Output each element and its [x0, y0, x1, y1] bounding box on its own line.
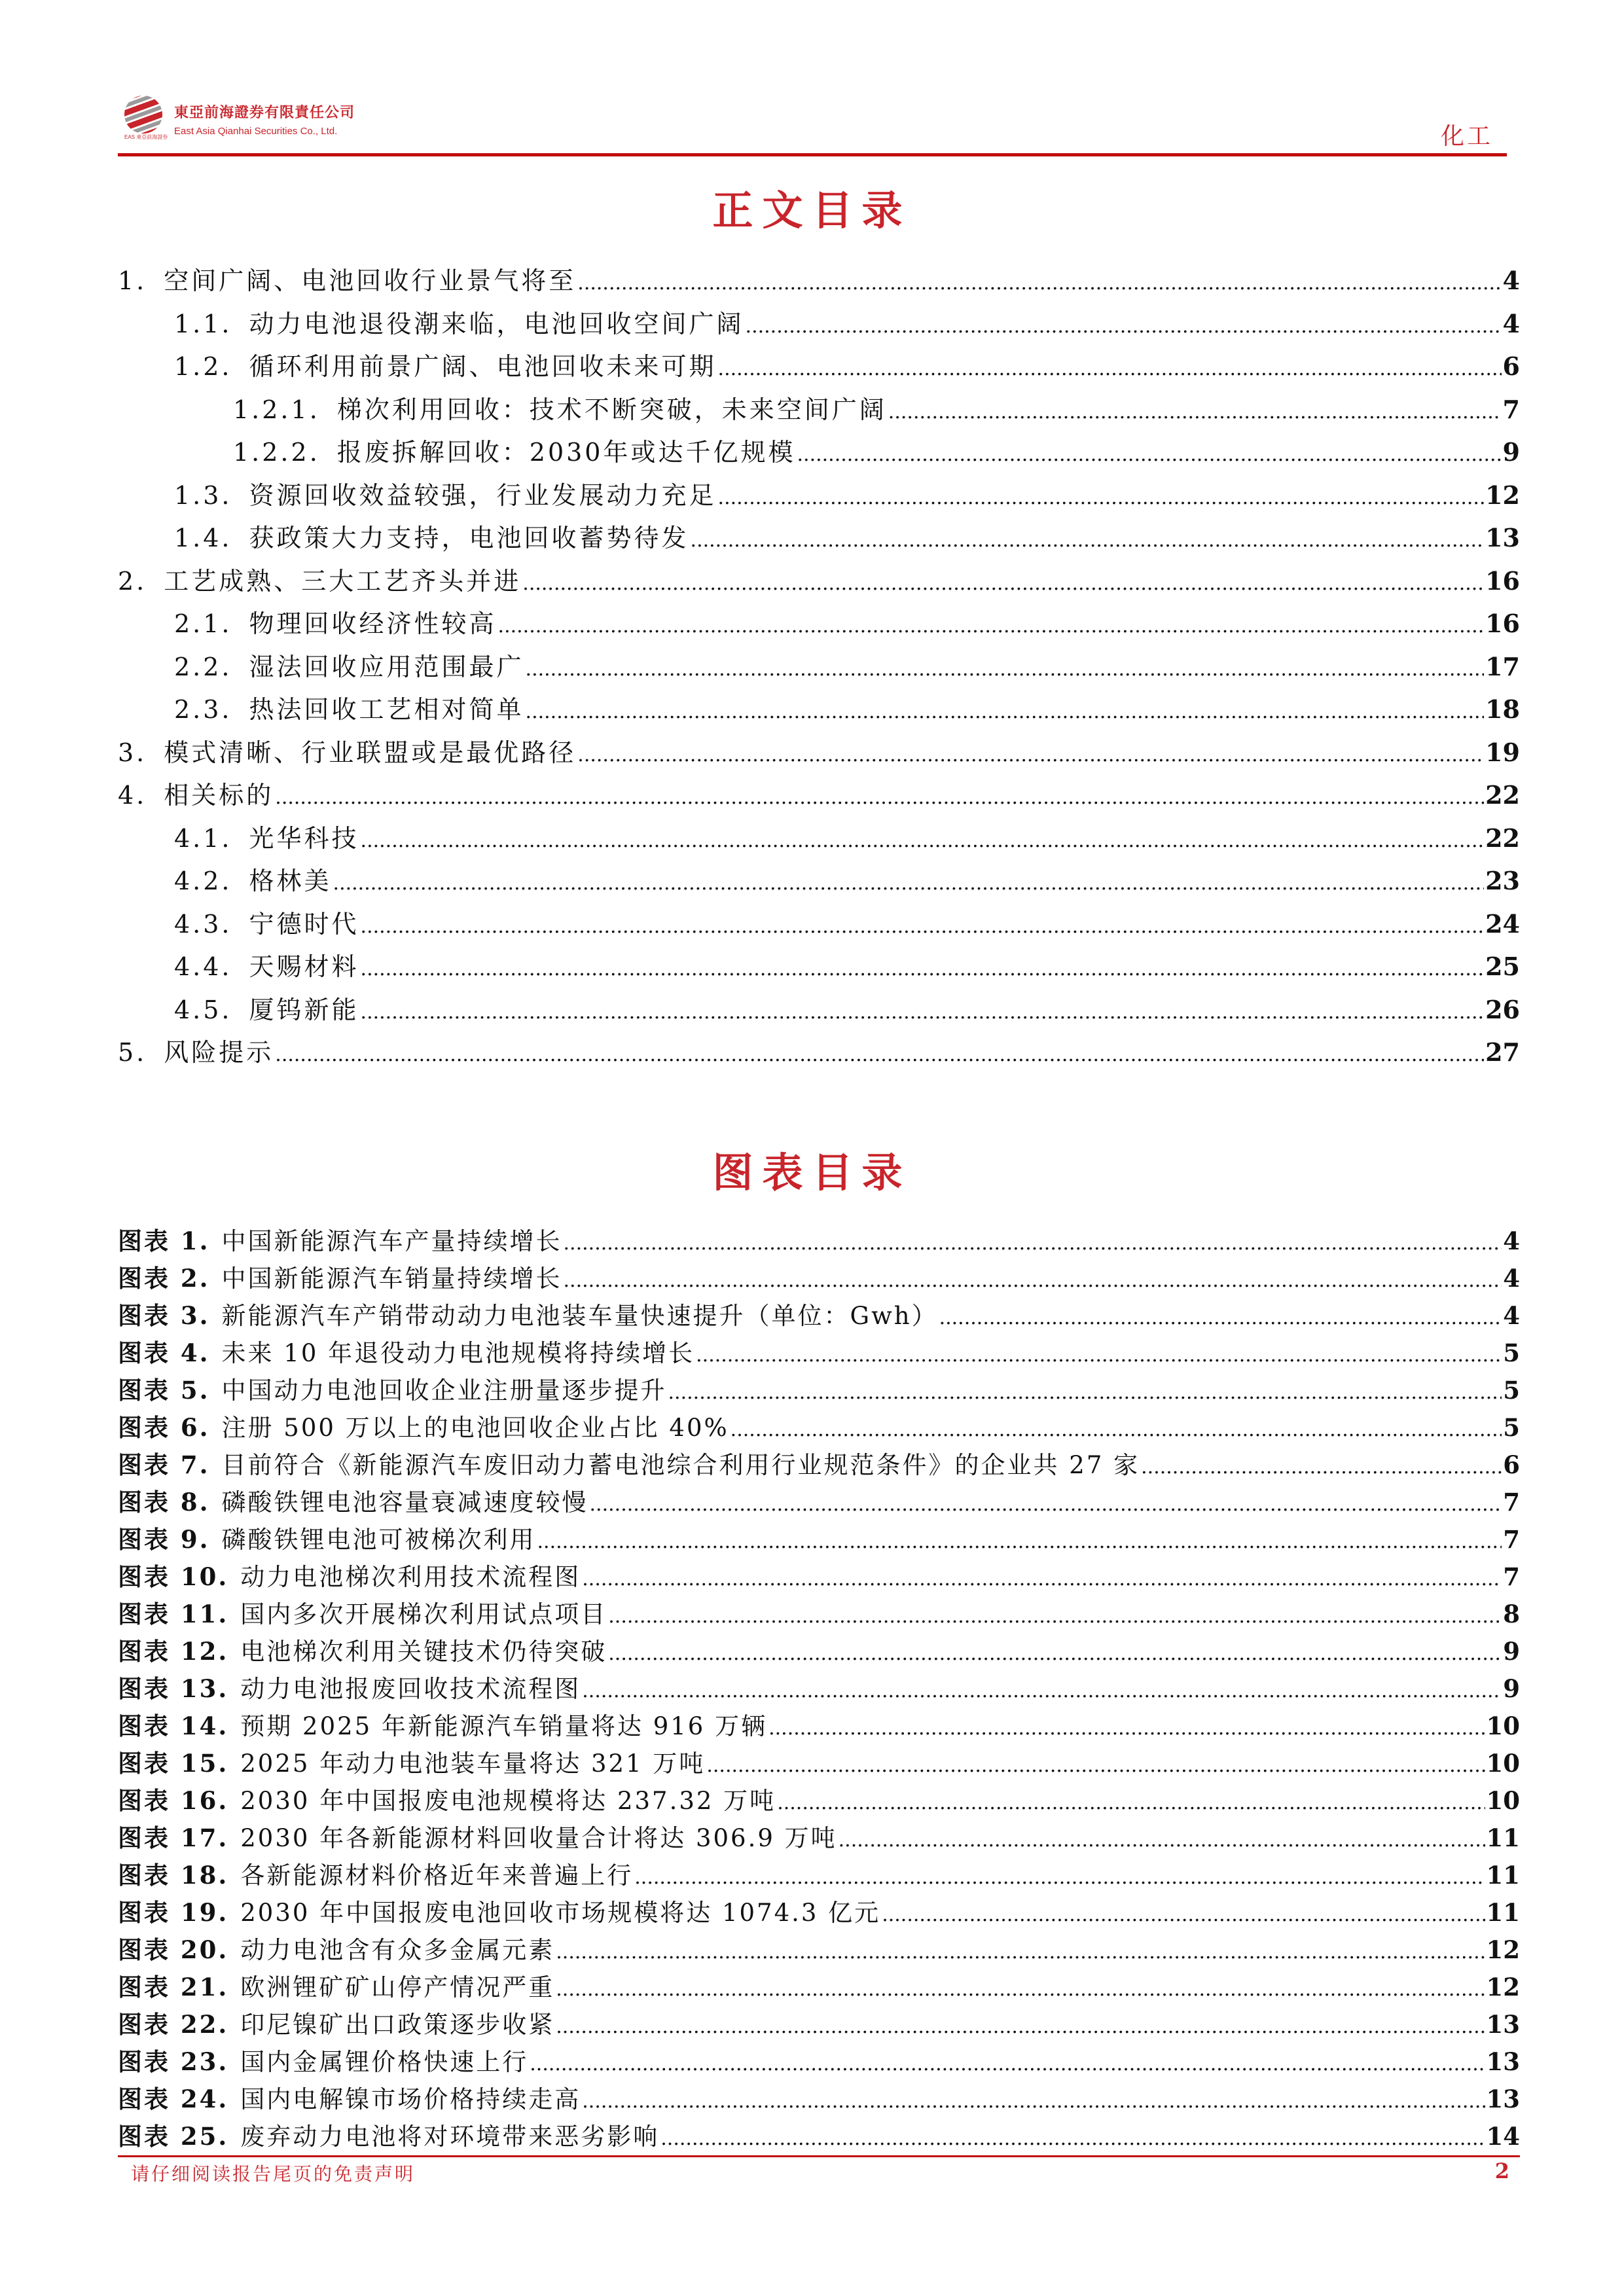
- entry-page: 26: [1485, 994, 1520, 1024]
- entry-page: 4: [1503, 1301, 1520, 1330]
- entry-number: 图表 20.: [118, 1935, 229, 1964]
- dot-leader: [882, 1903, 1485, 1926]
- entry-title: 动力电池含有众多金属元素: [240, 1936, 555, 1964]
- entry-page: 9: [1502, 437, 1520, 467]
- figure-entry[interactable]: [118, 2079, 1520, 2117]
- entry-title: 资源回收效益较强，行业发展动力充足: [249, 480, 717, 510]
- entry-number: 图表 24.: [118, 2085, 229, 2113]
- dot-leader: [777, 1791, 1485, 1814]
- dot-leader: [537, 1530, 1502, 1553]
- entry-page: 8: [1503, 1600, 1520, 1628]
- entry-title: 预期 2025 年新能源汽车销量将达 916 万辆: [240, 1712, 768, 1740]
- entry-title: 2030 年中国报废电池规模将达 237.32 万吨: [240, 1787, 776, 1815]
- entry-number: 图表 19.: [118, 1898, 229, 1927]
- dot-leader: [797, 443, 1502, 466]
- toc-entry[interactable]: [118, 260, 1520, 304]
- entry-title: 未来 10 年退役动力电池规模将持续增长: [221, 1339, 695, 1367]
- footer-divider: [118, 2155, 1520, 2157]
- entry-title: 动力电池梯次利用技术流程图: [240, 1563, 581, 1591]
- entry-number: 图表 5.: [118, 1376, 210, 1405]
- figure-entry[interactable]: [118, 1818, 1520, 1856]
- dot-leader: [731, 1418, 1502, 1441]
- page-number: 2: [1494, 2159, 1509, 2183]
- dot-leader: [333, 872, 1485, 895]
- dot-leader: [582, 1679, 1502, 1702]
- entry-number: 4.4.: [174, 952, 232, 981]
- entry-number: 图表 7.: [118, 1450, 210, 1479]
- entry-page: 16: [1485, 565, 1520, 596]
- figure-entry[interactable]: [118, 1669, 1520, 1706]
- toc-entry[interactable]: [118, 904, 1520, 947]
- entry-page: 11: [1486, 1861, 1520, 1890]
- entry-page: 4: [1502, 266, 1520, 295]
- dot-leader: [530, 2053, 1485, 2075]
- entry-number: 图表 9.: [118, 1525, 210, 1554]
- entry-page: 4: [1502, 308, 1520, 338]
- dot-leader: [608, 1642, 1502, 1665]
- entry-number: 图表 17.: [118, 1823, 229, 1852]
- entry-number: 4.2.: [174, 867, 232, 895]
- entry-number: 图表 25.: [118, 2122, 229, 2151]
- toc-entry[interactable]: [118, 561, 1520, 604]
- figure-entry[interactable]: [118, 1520, 1520, 1557]
- entry-title: 模式清晰、行业联盟或是最优路径: [164, 738, 577, 767]
- entry-title: 相关标的: [164, 781, 274, 810]
- entry-page: 10: [1486, 1712, 1520, 1740]
- entry-title: 风险提示: [164, 1038, 274, 1067]
- toc-entry[interactable]: [118, 818, 1520, 861]
- dot-leader: [361, 829, 1485, 852]
- entry-title: 新能源汽车产销带动动力电池装车量快速提升（单位：Gwh）: [221, 1302, 938, 1330]
- dot-leader: [361, 915, 1485, 938]
- entry-number: 1.4.: [174, 524, 232, 552]
- dot-leader: [608, 1605, 1502, 1628]
- dot-leader: [746, 315, 1502, 338]
- entry-title: 格林美: [249, 867, 332, 895]
- entry-page: 7: [1502, 394, 1520, 424]
- entry-title: 印尼镍矿出口政策逐步收紧: [240, 2011, 555, 2039]
- entry-number: 图表 8.: [118, 1488, 210, 1516]
- dot-leader: [498, 615, 1485, 637]
- entry-title: 2030 年中国报废电池回收市场规模将达 1074.3 亿元: [240, 1899, 881, 1927]
- entry-title: 循环利用前景广阔、电池回收未来可期: [249, 352, 717, 381]
- entry-page: 22: [1485, 823, 1520, 853]
- toc-entry[interactable]: [118, 861, 1520, 904]
- toc-entry[interactable]: [118, 603, 1520, 647]
- entry-title: 中国新能源汽车产量持续增长: [221, 1227, 562, 1255]
- entry-page: 5: [1503, 1413, 1520, 1442]
- entry-number: 图表 23.: [118, 2047, 229, 2076]
- entry-title: 湿法回收应用范围最广: [249, 652, 524, 681]
- entry-number: 2.3.: [174, 695, 232, 724]
- toc-entry[interactable]: [118, 475, 1520, 518]
- entry-title: 磷酸铁锂电池可被梯次利用: [221, 1526, 536, 1554]
- entry-title: 各新能源材料价格近年来普遍上行: [240, 1861, 634, 1890]
- entry-title: 目前符合《新能源汽车废旧动力蓄电池综合利用行业规范条件》的企业共 27 家: [221, 1451, 1140, 1479]
- figure-entry[interactable]: [118, 1781, 1520, 1818]
- dot-leader: [668, 1381, 1502, 1404]
- entry-title: 欧洲锂矿矿山停产情况严重: [240, 1973, 555, 2001]
- entry-number: 1.2.2.: [233, 438, 320, 467]
- entry-title: 中国新能源汽车销量持续增长: [221, 1265, 562, 1293]
- entry-page: 6: [1502, 351, 1520, 381]
- entry-number: 图表 22.: [118, 2010, 229, 2039]
- entry-number: 图表 1.: [118, 1227, 210, 1255]
- figure-entry[interactable]: [118, 1930, 1520, 1967]
- company-name-cn: 東亞前海證券有限責任公司: [174, 104, 355, 120]
- entry-page: 19: [1485, 737, 1520, 767]
- entry-page: 22: [1485, 780, 1520, 810]
- figure-entry[interactable]: [118, 1333, 1520, 1371]
- entry-title: 物理回收经济性较高: [249, 609, 497, 638]
- company-logo: [124, 96, 355, 143]
- entry-page: 7: [1503, 1562, 1520, 1591]
- dot-leader: [582, 1568, 1502, 1590]
- entry-page: 13: [1486, 2010, 1520, 2039]
- entry-page: 5: [1503, 1338, 1520, 1367]
- entry-title: 中国动力电池回收企业注册量逐步提升: [221, 1376, 667, 1405]
- dot-leader: [577, 744, 1484, 766]
- entry-number: 4.5.: [174, 995, 232, 1024]
- dot-leader: [361, 958, 1485, 980]
- entry-number: 4.1.: [174, 823, 232, 853]
- figure-entry[interactable]: [118, 1259, 1520, 1296]
- dot-leader: [939, 1306, 1502, 1329]
- dot-leader: [275, 786, 1484, 809]
- toc-entry[interactable]: [118, 689, 1520, 732]
- entry-number: 图表 16.: [118, 1786, 229, 1815]
- toc-entry[interactable]: [118, 432, 1520, 475]
- entry-title: 梯次利用回收：技术不断突破，未来空间广阔: [336, 395, 887, 424]
- figure-entry[interactable]: [118, 1482, 1520, 1520]
- entry-title: 国内多次开展梯次利用试点项目: [240, 1600, 607, 1628]
- entry-page: 17: [1485, 651, 1520, 681]
- entry-title: 天赐材料: [249, 952, 359, 981]
- header-divider: [118, 153, 1507, 156]
- entry-number: 图表 3.: [118, 1301, 210, 1330]
- entry-number: 图表 11.: [118, 1600, 229, 1628]
- dot-leader: [564, 1232, 1502, 1255]
- entry-title: 2025 年动力电池装车量将达 321 万吨: [240, 1749, 706, 1778]
- figure-list: [118, 1221, 1520, 2154]
- entry-page: 6: [1503, 1450, 1520, 1479]
- entry-page: 14: [1486, 2122, 1520, 2151]
- entry-page: 4: [1503, 1227, 1520, 1255]
- entry-page: 27: [1485, 1037, 1520, 1067]
- entry-page: 23: [1485, 866, 1520, 895]
- entry-page: 13: [1485, 523, 1520, 552]
- dot-leader: [1141, 1456, 1502, 1479]
- entry-title: 光华科技: [249, 823, 359, 853]
- dot-leader: [577, 272, 1501, 295]
- entry-title: 空间广阔、电池回收行业景气将至: [164, 266, 577, 295]
- entry-number: 1.2.: [174, 352, 232, 381]
- entry-number: 图表 18.: [118, 1861, 229, 1890]
- dot-leader: [582, 2090, 1485, 2113]
- figure-entry[interactable]: [118, 1706, 1520, 1744]
- dot-leader: [696, 1344, 1502, 1367]
- dot-leader: [660, 2127, 1485, 2150]
- entry-title: 报废拆解回收：2030年或达千亿规模: [336, 438, 796, 467]
- entry-number: 5.: [118, 1038, 147, 1067]
- toc-entry[interactable]: [118, 346, 1520, 389]
- entry-page: 11: [1486, 1898, 1520, 1927]
- entry-page: 4: [1503, 1264, 1520, 1293]
- entry-number: 图表 6.: [118, 1413, 210, 1442]
- dot-leader: [361, 1001, 1485, 1024]
- figure-entry[interactable]: [118, 1371, 1520, 1408]
- entry-number: 图表 2.: [118, 1264, 210, 1293]
- figure-entry[interactable]: [118, 1557, 1520, 1594]
- figure-entry[interactable]: [118, 1856, 1520, 1893]
- entry-page: 7: [1503, 1488, 1520, 1516]
- entry-page: 24: [1485, 908, 1520, 939]
- entry-page: 9: [1503, 1637, 1520, 1666]
- entry-number: 1.3.: [174, 480, 232, 510]
- toc-entry[interactable]: [118, 389, 1520, 433]
- toc-entry[interactable]: [118, 946, 1520, 990]
- sector-label: 化工: [1440, 123, 1493, 150]
- entry-number: 4.3.: [174, 909, 232, 939]
- dot-leader: [275, 1043, 1484, 1066]
- figure-entry[interactable]: [118, 1296, 1520, 1333]
- figure-entry[interactable]: [118, 1744, 1520, 1781]
- entry-page: 10: [1486, 1749, 1520, 1778]
- entry-number: 1.1.: [174, 309, 232, 338]
- entry-number: 2.2.: [174, 652, 232, 681]
- entry-number: 2.1.: [174, 609, 232, 638]
- entry-title: 国内电解镍市场价格持续走高: [240, 2085, 581, 2113]
- entry-page: 7: [1503, 1525, 1520, 1554]
- entry-number: 1.: [118, 266, 147, 295]
- entry-page: 12: [1486, 1973, 1520, 2001]
- figure-entry[interactable]: [118, 1408, 1520, 1445]
- entry-title: 电池梯次利用关键技术仍待突破: [240, 1638, 607, 1666]
- entry-number: 图表 21.: [118, 1973, 229, 2001]
- entry-title: 动力电池退役潮来临，电池回收空间广阔: [249, 309, 744, 338]
- figure-entry[interactable]: [118, 1445, 1520, 1482]
- entry-title: 热法回收工艺相对简单: [249, 695, 524, 724]
- toc-entry[interactable]: [118, 1032, 1520, 1075]
- entry-title: 动力电池报废回收技术流程图: [240, 1675, 581, 1703]
- entry-number: 图表 13.: [118, 1674, 229, 1703]
- dot-leader: [556, 2015, 1485, 2038]
- logo-globe-icon: EAS 東亞前海證券: [124, 96, 162, 143]
- entry-title: 注册 500 万以上的电池回收企业占比 40%: [221, 1414, 729, 1442]
- toc-entry[interactable]: [118, 775, 1520, 818]
- entry-title: 磷酸铁锂电池容量衰减速度较慢: [221, 1488, 588, 1516]
- figure-entry[interactable]: [118, 1632, 1520, 1669]
- entry-page: 13: [1486, 2047, 1520, 2076]
- dot-leader: [839, 1829, 1485, 1852]
- toc-entry[interactable]: [118, 304, 1520, 347]
- company-name-en: East Asia Qianhai Securities Co., Ltd.: [174, 126, 338, 137]
- entry-title: 获政策大力支持，电池回收蓄势待发: [249, 524, 689, 552]
- entry-number: 2.: [118, 566, 147, 596]
- entry-number: 图表 10.: [118, 1562, 229, 1591]
- entry-page: 9: [1503, 1674, 1520, 1703]
- figure-entry[interactable]: [118, 2042, 1520, 2079]
- dot-leader: [526, 700, 1485, 723]
- entry-page: 12: [1486, 1935, 1520, 1964]
- entry-title: 宁德时代: [249, 909, 359, 939]
- dot-leader: [590, 1493, 1502, 1516]
- entry-number: 图表 15.: [118, 1749, 229, 1778]
- figure-entry[interactable]: [118, 1221, 1520, 1259]
- entry-page: 12: [1485, 480, 1520, 510]
- entry-title: 2030 年各新能源材料回收量合计将达 306.9 万吨: [240, 1824, 837, 1852]
- entry-page: 13: [1486, 2085, 1520, 2113]
- entry-number: 图表 14.: [118, 1712, 229, 1740]
- dot-leader: [556, 1941, 1485, 1964]
- entry-page: 5: [1503, 1376, 1520, 1405]
- entry-number: 图表 12.: [118, 1637, 229, 1666]
- dot-leader: [556, 1978, 1485, 2001]
- dot-leader: [691, 529, 1485, 552]
- toc-entry[interactable]: [118, 990, 1520, 1033]
- toc-entry[interactable]: [118, 518, 1520, 561]
- dot-leader: [526, 658, 1485, 681]
- figure-entry[interactable]: [118, 2005, 1520, 2042]
- entry-page: 11: [1486, 1823, 1520, 1852]
- entry-page: 10: [1486, 1786, 1520, 1815]
- entry-page: 18: [1485, 694, 1520, 724]
- dot-leader: [706, 1754, 1485, 1777]
- entry-page: 16: [1485, 609, 1520, 638]
- dot-leader: [888, 401, 1502, 423]
- dot-leader: [634, 1866, 1485, 1889]
- entry-title: 厦钨新能: [249, 995, 359, 1024]
- disclaimer-note: 请仔细阅读报告尾页的免责声明: [131, 2163, 416, 2185]
- dot-leader: [718, 357, 1502, 380]
- toc-title: 正文目录: [712, 187, 912, 234]
- entry-title: 工艺成熟、三大工艺齐头并进: [164, 566, 522, 596]
- figure-entry[interactable]: [118, 1967, 1520, 2005]
- figure-entry[interactable]: [118, 2117, 1520, 2154]
- entry-number: 图表 4.: [118, 1338, 210, 1367]
- entry-number: 4.: [118, 781, 147, 810]
- entry-number: 1.2.1.: [233, 395, 320, 424]
- entry-number: 3.: [118, 738, 147, 767]
- dot-leader: [718, 486, 1485, 509]
- figure-entry[interactable]: [118, 1893, 1520, 1930]
- dot-leader: [768, 1717, 1485, 1740]
- dot-leader: [522, 572, 1484, 595]
- entry-title: 国内金属锂价格快速上行: [240, 2048, 529, 2076]
- figures-title: 图表目录: [712, 1149, 912, 1196]
- toc-entry[interactable]: [118, 647, 1520, 690]
- toc-entry[interactable]: [118, 732, 1520, 776]
- entry-page: 25: [1485, 952, 1520, 981]
- figure-entry[interactable]: [118, 1594, 1520, 1632]
- entry-title: 废弃动力电池将对环境带来恶劣影响: [240, 2123, 660, 2151]
- table-of-contents: [118, 260, 1520, 1075]
- dot-leader: [564, 1269, 1502, 1292]
